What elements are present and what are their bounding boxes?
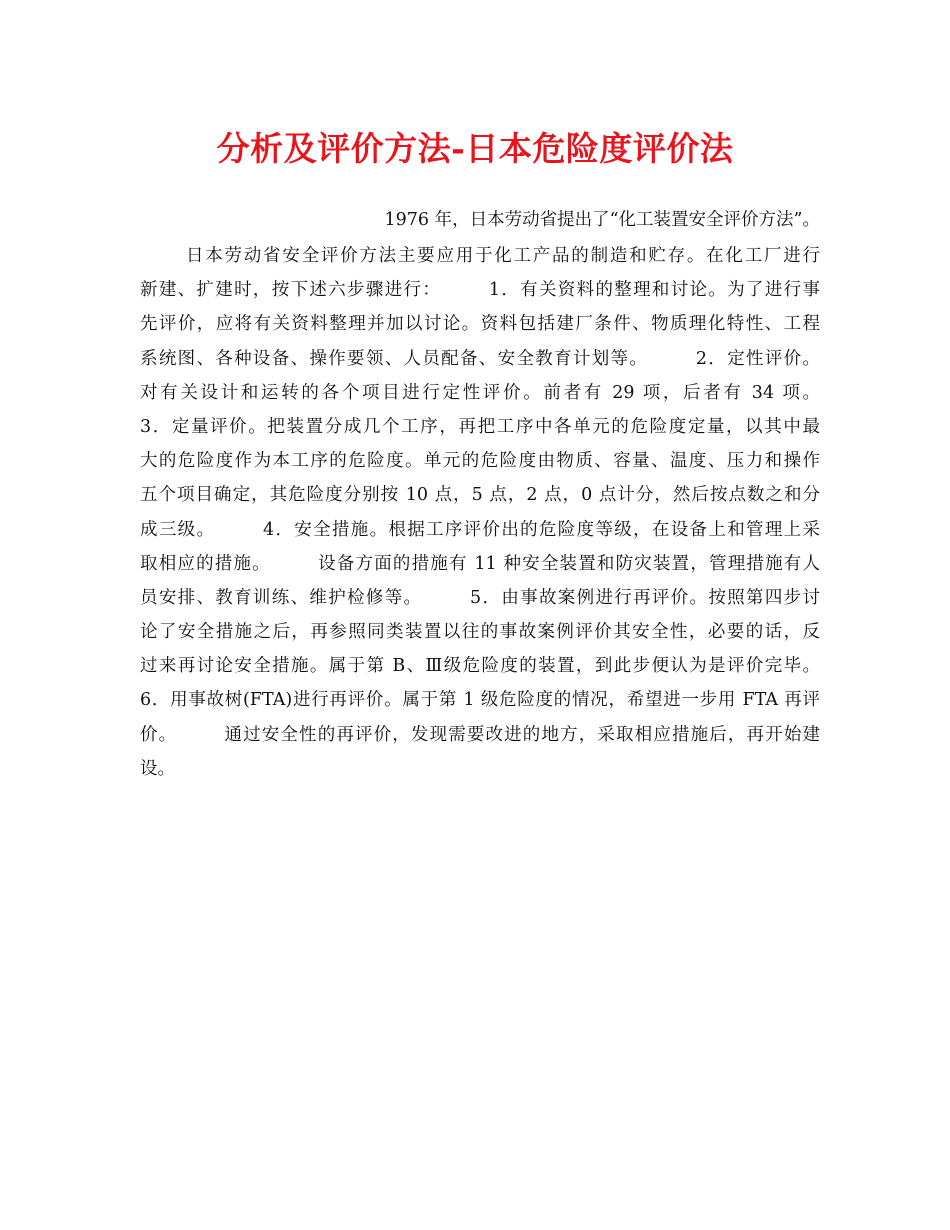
body-line: 论了安全措施之后，再参照同类装置以往的事故案例评价其安全性，必要的话，反: [140, 622, 820, 643]
body-line: 系统图、各种设备、操作要领、人员配备、安全教育计划等。 2．定性评价。: [140, 348, 820, 369]
body-line: 新建、扩建时，按下述六步骤进行： 1．有关资料的整理和讨论。为了进行事: [140, 280, 820, 301]
body-line: 成三级。 4．安全措施。根据工序评价出的危险度等级，在设备上和管理上采: [140, 519, 820, 540]
intro-line: 1976 年，日本劳动省提出了“化工装置安全评价方法”。: [384, 210, 820, 230]
body-text: [140, 239, 820, 786]
body-line: 大的危险度作为本工序的危险度。单元的危险度由物质、容量、温度、压力和操作: [140, 451, 820, 472]
body-line: 取相应的措施。 设备方面的措施有 11 种安全装置和防灾装置，管理措施有人: [140, 553, 820, 574]
body-line: 3．定量评价。把装置分成几个工序，再把工序中各单元的危险度定量，以其中最: [140, 416, 820, 437]
body-line: 先评价，应将有关资料整理并加以讨论。资料包括建厂条件、物质理化特性、工程: [140, 314, 820, 335]
body-line: 员安排、教育训练、维护检修等。 5．由事故案例进行再评价。按照第四步讨: [140, 587, 820, 608]
body-line: 日本劳动省安全评价方法主要应用于化工产品的制造和贮存。在化工厂进行: [186, 246, 820, 266]
body-line: 对有关设计和运转的各个项目进行定性评价。前者有 29 项，后者有 34 项。: [140, 382, 820, 403]
body-line: 价。 通过安全性的再评价，发现需要改进的地方，采取相应措施后，再开始建: [140, 724, 820, 745]
document-title: 分析及评价方法-日本危险度评价法: [216, 129, 734, 168]
body-line: 设。: [140, 758, 175, 779]
body-line: 过来再讨论安全措施。属于第 B、Ⅲ级危险度的装置，到此步便认为是评价完毕。: [140, 656, 820, 677]
body-line: 6．用事故树(FTA)进行再评价。属于第 1 级危险度的情况，希望进一步用 FTA 再评: [140, 690, 820, 711]
body-line: 五个项目确定，其危险度分别按 10 点，5 点，2 点，0 点计分，然后按点数之和分: [140, 485, 820, 506]
